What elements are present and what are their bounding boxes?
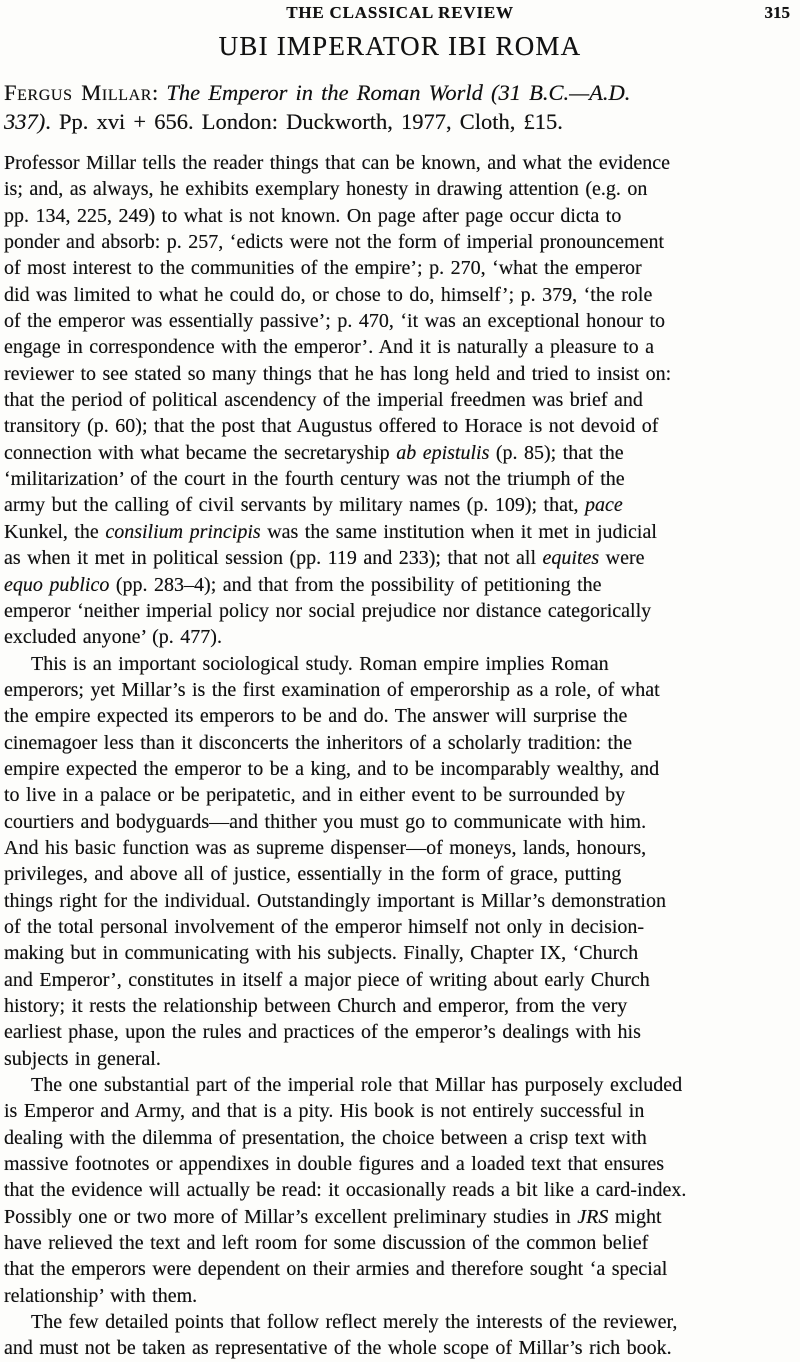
text-line <box>4 1177 794 1203</box>
plain-text: massive footnotes or appendixes in double figures and a loaded text that ensures <box>4 1153 665 1176</box>
text-line <box>4 993 794 1019</box>
plain-text: is Emperor and Army, and that is a pity. His book is not entirely successful in <box>4 1100 645 1123</box>
plain-text: of most interest to the communities of the empire’; p. 270, ‘what the emperor <box>4 257 642 280</box>
text-line <box>4 387 794 413</box>
text-line <box>4 150 794 176</box>
text-line <box>4 466 794 492</box>
italic-text: equites <box>542 547 600 570</box>
page-number: 315 <box>764 3 790 22</box>
text-line <box>4 888 794 914</box>
text-line <box>4 107 794 136</box>
plain-text: history; it rests the relationship between Church and emperor, from the very <box>4 995 628 1017</box>
plain-text: ‘militarization’ of the court in the fourth century was not the triumph of the <box>4 468 625 491</box>
italic-text: 337) <box>4 109 46 134</box>
text-line <box>4 809 794 835</box>
text-line <box>4 1256 794 1282</box>
plain-text: excluded anyone’ (p. 477). <box>4 626 222 649</box>
plain-text: of the total personal involvement of the emperor himself not only in decision- <box>4 915 645 938</box>
plain-text: Professor Millar tells the reader things that can be known, and what the evidence <box>4 152 670 174</box>
plain-text: . Pp. xvi + 656. London: Duckworth, 1977, Cloth, £15. <box>45 109 563 134</box>
plain-text: Possibly one or two more of Millar’s excellent preliminary studies in <box>4 1205 578 1228</box>
plain-text: and Emperor’, constitutes in itself a major piece of writing about early Church <box>4 968 650 991</box>
body-text <box>4 150 794 1362</box>
plain-text: to live in a palace or be peripatetic, and in either event to be surrounded by <box>4 784 626 807</box>
text-line <box>4 308 794 334</box>
plain-text: (pp. 283–4); and that from the possibility of petitioning the <box>109 573 602 596</box>
text-line <box>4 78 794 107</box>
text-line <box>4 598 794 624</box>
text-line <box>4 651 794 677</box>
plain-text: have relieved the text and left room for some discussion of the common belief <box>4 1232 649 1255</box>
plain-text: earliest phase, upon the rules and practices of the emperor’s dealings with his <box>4 1021 641 1044</box>
italic-text: JRS <box>577 1205 609 1228</box>
plain-text: The one substantial part of the imperial role that Millar has purposely excluded <box>31 1074 683 1097</box>
text-line <box>4 440 794 466</box>
plain-text: engage in correspondence with the emperor’. And it is naturally a pleasure to a <box>4 336 655 359</box>
text-line <box>4 1125 794 1151</box>
text-line <box>4 1098 794 1124</box>
plain-text: army but the calling of civil servants by military names (p. 109); that, <box>4 494 586 517</box>
text-line <box>4 1230 794 1256</box>
text-line <box>4 967 794 993</box>
smallcaps-text: Fergus Millar <box>4 80 152 105</box>
plain-text: that the evidence will actually be read: it occasionally reads a bit like a card-index. <box>4 1179 687 1202</box>
article-title: UBI IMPERATOR IBI ROMA <box>218 31 582 61</box>
plain-text: making but in communicating with his subjects. Finally, Chapter IX, ‘Church <box>4 942 639 965</box>
text-line <box>4 545 794 571</box>
paragraph <box>4 651 794 1073</box>
text-line <box>4 861 794 887</box>
text-line <box>4 1151 794 1177</box>
plain-text: might <box>608 1205 662 1228</box>
plain-text: is; and, as always, he exhibits exemplary honesty in drawing attention (e.g. on <box>4 178 648 201</box>
plain-text: subjects in general. <box>4 1047 161 1070</box>
plain-text: that the emperors were dependent on their armies and therefore sought ‘a special <box>4 1258 668 1281</box>
italic-text: The Emperor in the Roman World (31 B.C.—A.D. <box>166 80 631 105</box>
plain-text: pp. 134, 225, 249) to what is not known. On page after page occur dicta to <box>4 204 622 227</box>
running-header <box>0 0 800 24</box>
text-line <box>4 1204 794 1230</box>
plain-text: were <box>599 547 645 570</box>
plain-text: : <box>152 80 167 105</box>
text-line <box>4 1335 794 1361</box>
plain-text: transitory (p. 60); that the post that Augustus offered to Horace is not devoid of <box>4 415 659 438</box>
text-line <box>4 413 794 439</box>
plain-text: that the period of political ascendency of the imperial freedmen was brief and <box>4 389 643 412</box>
text-line <box>4 914 794 940</box>
citation <box>4 78 794 136</box>
text-line <box>4 835 794 861</box>
text-line <box>4 730 794 756</box>
plain-text: courtiers and bodyguards—and thither you must go to communicate with him. <box>4 810 647 833</box>
text-line <box>4 334 794 360</box>
plain-text: dealing with the dilemma of presentation, the choice between a crisp text with <box>4 1126 647 1149</box>
paragraph <box>4 1072 794 1309</box>
plain-text: was the same institution when it met in judicial <box>260 520 657 543</box>
italic-text: consilium principis <box>105 520 261 543</box>
paragraph <box>4 150 794 651</box>
plain-text: and must not be taken as representative of the whole scope of Millar’s rich book. <box>4 1337 672 1360</box>
text-line <box>4 756 794 782</box>
text-line <box>4 782 794 808</box>
plain-text: of the emperor was essentially passive’; p. 470, ‘it was an exceptional honour to <box>4 310 665 333</box>
text-line <box>4 361 794 387</box>
text-line <box>4 572 794 598</box>
text-line <box>4 255 794 281</box>
plain-text: This is an important sociological study. Roman empire implies Roman <box>31 652 609 675</box>
text-line <box>4 677 794 703</box>
plain-text: as when it met in political session (pp. 119 and 233); that not all <box>4 547 543 570</box>
plain-text: empire expected the emperor to be a king, and to be incomparably wealthy, and <box>4 757 660 780</box>
text-line <box>4 1072 794 1098</box>
plain-text: emperors; yet Millar’s is the first examination of emperorship as a role, of what <box>4 678 660 701</box>
plain-text: things right for the individual. Outstandingly important is Millar’s demonstration <box>4 889 666 912</box>
text-line <box>4 1046 794 1072</box>
text-line <box>4 624 794 650</box>
plain-text: (p. 85); that the <box>489 441 624 464</box>
plain-text: ponder and absorb: p. 257, ‘edicts were not the form of imperial pronouncement <box>4 231 665 254</box>
text-line <box>4 1309 794 1335</box>
plain-text: relationship’ with them. <box>4 1284 198 1307</box>
plain-text: reviewer to see stated so many things that he has long held and tried to insist on: <box>4 362 672 385</box>
text-line <box>4 203 794 229</box>
plain-text: The few detailed points that follow reflect merely the interests of the reviewer, <box>31 1311 678 1334</box>
plain-text: cinemagoer less than it disconcerts the inheritors of a scholarly tradition: the <box>4 731 632 754</box>
text-line <box>4 703 794 729</box>
text-line <box>4 1019 794 1045</box>
text-line <box>4 940 794 966</box>
plain-text: emperor ‘neither imperial policy nor social prejudice nor distance categorically <box>4 599 652 622</box>
text-line <box>4 176 794 202</box>
text-line <box>4 229 794 255</box>
plain-text: privileges, and above all of justice, essentially in the form of grace, putting <box>4 863 622 886</box>
journal-name: THE CLASSICAL REVIEW <box>286 3 514 22</box>
italic-text: equo publico <box>4 573 110 596</box>
paragraph <box>4 1309 794 1362</box>
italic-text: ab epistulis <box>396 441 490 464</box>
text-line <box>4 1283 794 1309</box>
plain-text: connection with what became the secretaryship <box>4 441 397 464</box>
plain-text: Kunkel, the <box>4 520 106 543</box>
plain-text: the empire expected its emperors to be and do. The answer will surprise the <box>4 705 628 728</box>
text-line <box>4 282 794 308</box>
text-line <box>4 492 794 518</box>
plain-text: did was limited to what he could do, or chose to do, himself’; p. 379, ‘the role <box>4 283 653 306</box>
italic-text: pace <box>585 494 623 517</box>
text-line <box>4 519 794 545</box>
plain-text: And his basic function was as supreme dispenser—of moneys, lands, honours, <box>4 836 647 859</box>
